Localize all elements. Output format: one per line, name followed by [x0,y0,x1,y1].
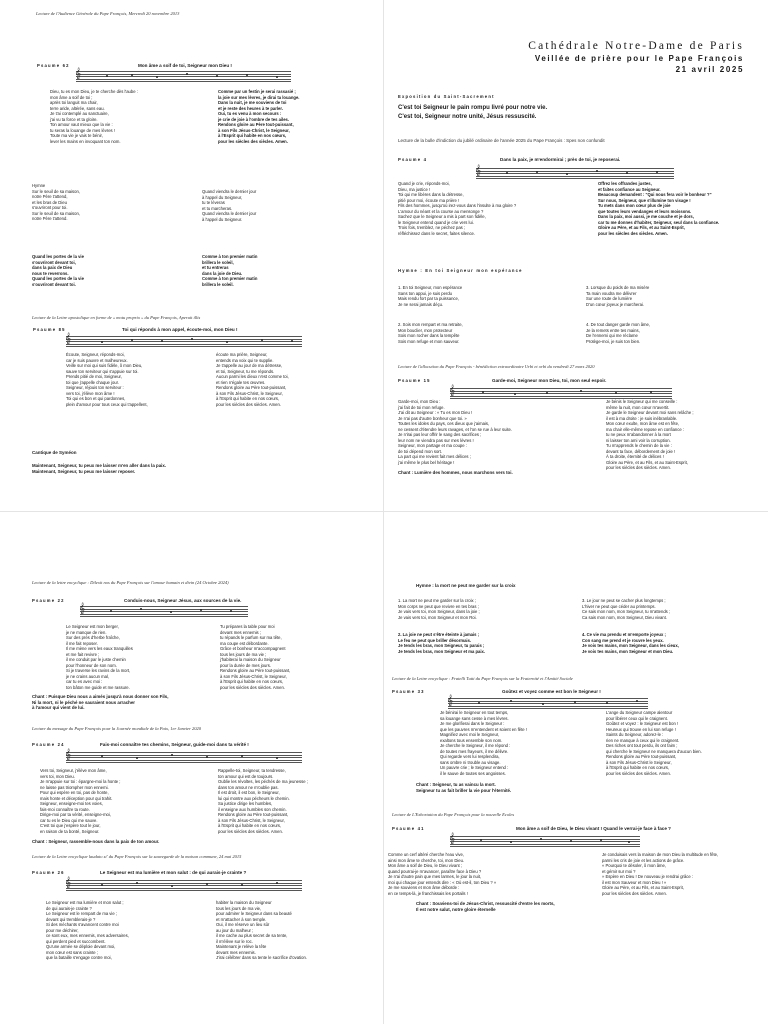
music-stave [475,165,674,178]
psalm-verses-right: Rappelle-toi, Seigneur, ta tendresse, ton amour qui est de toujours. Oublie les révoltes, les péchés de ma jeunesse ; dans ton amour ne m'oublie pas. Il est droit, il est bon, le Seigneur, lui qui montre aux pécheurs le chemin. Sa justice dirige les humbles, il enseigne aux humbles son chemin. Rendons gloire au Père tout-puissant, à son Fils Jésus-Christ, le Seigneur, à l'Esprit qui habite en nos cœurs, pour les siècles des siècles. Amen. [218,768,308,834]
chant-text: Chant : Seigneur, tu as vaincu la mort. Seigneur tu as fait briller la vie pour l'éternité. [416,782,512,793]
quadrant-top-right [384,0,768,512]
antiphon: Garde-moi, Seigneur mon Dieu, toi, mon seul espoir. [492,378,607,383]
reading-reference: Lecture de la Lettre encyclique : Fratelli Tutti du Pape François sur la Fraternité et l'Amitié Sociale [392,676,573,681]
music-stave [449,385,672,398]
psalm-label: Psaume 26 [32,870,65,875]
clef-icon: 𝄞 [75,68,81,79]
psalm-verses-right: Tu prépares la table pour moi devant mes ennemis ; tu répands le parfum sur ma tête, ma coupe est débordante. Grâce et bonheur m'accompagnent tous les jours de ma vie ; j'habiterai la maison du Seigneur pour la durée de mes jours. Rendons gloire au Père tout-puissant, à son Fils Jésus-Christ, le Seigneur, à l'Esprit qui habite en nos cœurs, pour les siècles des siècles. Amen. [220,624,291,690]
psalm-verses-left: Quand je crie, réponds-moi, Dieu, ma justice ! Toi qui me libères dans la détresse, pitié pour moi, écoute ma prière ! Fils des hommes, jusqu'où irez-vous dans l'insulte à ma gloire ? L'amour du néant et la course au mensonge ? Sachez que le Seigneur a mis à part son fidèle, le Seigneur entend quand je crie vers lui. Trois fois, tremblez, ne péchez pas ; réfléchissez dans le secret, faites silence. [398,181,517,236]
hymn-stanza-1: 1. En toi Seigneur, mon espérance Sans ton appui, je suis perdu Mais rendu fort par ta puissance, Je ne serai jamais déçu. [398,285,463,307]
hymn-left: Hymne Sur le seuil de sa maison, notre Père t'attend, et les bras de Dieu s'ouvriront pour toi. Sur le seuil de sa maison, notre Père t'attend. [32,183,80,221]
exposition-text: C'est toi Seigneur le pain rompu livré pour notre vie. C'est toi, Seigneur notre unité, Jésus ressuscité. [398,105,548,120]
reading-reference: Lecture de l'allocution du Pape François - bénédiction extraordinaire Urbi et orbi du vendredi 27 mars 2020 [398,364,595,369]
reading-reference: Lecture de la lettre encyclique : Dilexit nos du Pape François sur l'amour humain et divin (24 Octobre 2024) [32,580,229,585]
psalm-verses-right: Comme par un festin je serai rassasié ; la joie sur mes lèvres, je dirai ta louange. Dans la nuit, je me souviens de toi et je reste des heures à te parler. Oui, tu es venu à mon secours : je crie de joie à l'ombre de tes ailes. Rendons gloire au Père tout-puissant, à son Fils Jésus-Christ, le Seigneur, à l'Esprit qui habite en nos cœurs, pour les siècles des siècles. Amen. [218,89,300,144]
psalm-verses-left: Comme un cerf altéré cherche l'eau vive, ainsi mon âme te cherche, toi, mon Dieu. Mon âme a soif de Dieu, le Dieu vivant ; quand pourrai-je m'avancer, paraître face à Dieu ? Je n'ai d'autre pain que mes larmes, le jour la nuit, moi qui chaque jour entends dire : « Où est-il, ton Dieu ? » Je me souviens et mon âme déborde : en ce temps-là, je franchissais les portails ! [388,852,497,896]
reading-reference: Lecture de la Lettre apostolique en forme de « motu proprio » du Pape François, Aperuit illis [32,315,201,320]
reading-reference: Lecture de L'Exhortation du Pape François pour la nouvelle Ecoles [392,812,515,817]
psalm-label: Psaume 33 [392,689,425,694]
clef-icon: 𝄞 [79,603,85,614]
quadrant-bottom-left [0,512,384,1024]
hymn-right-2: Comme à ton premier matin brillera le soleil, et tu entreras dans la joie de Dieu. Comme à ton premier matin brillera le soleil. [202,254,258,287]
reading-reference: Lecture de la Lettre encyclique laudato si' du Pape François sur la sauvegarde de la maison commune, 24 mai 2015 [32,854,242,859]
antiphon: Mon âme a soif de Dieu, le Dieu vivant ! Quand le verrai-je face à face ? [516,826,671,831]
music-stave [449,833,640,846]
antiphon: Le Seigneur est ma lumière et mon salut : de qui aurais-je crainte ? [100,870,247,875]
section-heading: Cantique de Syméon [32,450,77,455]
clef-icon: 𝄞 [449,385,455,396]
psalm-verses-left: Écoute, Seigneur, réponds-moi, car je suis pauvre et malheureux. Veille sur moi qui suis fidèle, ô mon Dieu, sauve ton serviteur qui s'appuie sur toi. Prends pitié de moi, Seigneur, toi que j'appelle chaque jour. Seigneur, réjouis ton serviteur : vers toi, j'élève mon âme ! Toi qui es bon et qui pardonnes, plein d'amour pour tous ceux qui t'appellent, [66,352,148,407]
psalm-label: Psaume 85 [33,327,66,332]
psalm-verses-left: Je bénirai le Seigneur en tout temps, sa louange sans cesse à mes lèvres. Je me glorifierai dans le Seigneur : que les pauvres m'entendent et soient en fête ! Magnifiez avec moi le Seigneur, exaltons tous ensemble son nom. Je cherche le Seigneur, il me répond : de toutes mes frayeurs, il me délivre. Qui regarde vers lui resplendira, sans ombre ni trouble au visage. Un pauvre crie ; le Seigneur entend : il le sauve de toutes ses angoisses. [440,710,527,776]
clef-icon: 𝄞 [447,695,453,706]
psalm-verses-left: Le Seigneur est mon berger, je ne manque de rien. Sur des prés d'herbe fraîche, il me fait reposer. Il me mène vers les eaux tranquilles et me fait revivre ; il me conduit par le juste chemin pour l'honneur de son nom. Si je traverse les ravins de la mort, je ne crains aucun mal, car tu es avec moi : ton bâton me guide et me rassure. [66,624,133,690]
psalm-label: Psaume 41 [392,826,425,831]
canticle-text: Maintenant, Seigneur, tu peux me laisser m'en aller dans la paix. Maintenant, Seigneur, tu peux me laisser reposer. [32,463,167,474]
hymn-stanza-4: 4. De tout danger garde mon âme, Je la remets entre tes mains, De l'ennemi qui me réclame Protège-moi, je suis ton bien. [586,322,651,344]
vigil-date: 21 avril 2025 [675,65,744,74]
music-stave [79,603,248,616]
antiphon: Fais-moi connaître tes chemins, Seigneur, guide-moi dans ta vérité ! [100,742,249,747]
psalm-verses-right: habiter la maison du Seigneur tous les jours de ma vie, pour admirer le Seigneur dans sa beauté et m'attacher à son temple. Oui, il me réserve un lieu sûr au jour du malheur ; il me cache au plus secret de sa tente, il m'élève sur le roc. Maintenant je relève la tête devant mes ennemis. J'irai célébrer dans sa tente le sacrifice d'ovation. [216,900,307,960]
music-stave [447,695,648,708]
hymn-stanza-2: 2. La joie ne peut s'être éteinte à jamais ; Le feu ne peut que briller désormais. Je tends les bras, mon Seigneur, tu parais ; Je tends les bras, mon Seigneur et ma paix. [398,632,486,654]
clef-icon: 𝄞 [65,749,71,760]
hymn-right: Quand viendra le dernier jour à l'appel du Seigneur, tu te lèveras et tu marcheras. Quand viendra le dernier jour à l'appel du Seigneur. [202,189,257,222]
psalm-label: Psaume 22 [32,598,65,603]
cathedral-title: Cathédrale Notre-Dame de Paris [528,40,744,52]
section-heading: Hymne : la mort ne peut me garder sur la croix [416,583,516,588]
psalm-verses-right: Offrez les offrandes justes, et faites confiance au Seigneur. Beaucoup demandent : "Qui nous fera voir le bonheur ?" Sur nous, Seigneur, que s'illumine ton visage ! Tu mets dans mon cœur plus de joie que toutes leurs vendanges et leurs moissons. Dans la paix, moi aussi, je me couche et je dors, car tu me donnes d'habiter, Seigneur, seul dans la confiance. Gloire au Père, et au Fils, et au Saint-Esprit, pour les siècles des siècles. Amen. [598,181,720,236]
clef-icon: 𝄞 [65,333,71,344]
psalm-label: Psaume 4 [398,157,428,162]
hymn-stanza-3: 3. Le jour ne peut se cacher plus longtemps ; L'hiver ne peut que céder au printemps. Ce sais mon nom, mon Seigneur, tu m'attends ; Ca sais mon nom, mon Seigneur, Dieu vivant. [582,598,671,620]
quadrant-top-left [0,0,384,512]
psalm-verses-right: Je conduisais vers la maison de mon Dieu la multitude en fête, parmi les cris de joie et les actions de grâce. « Pourquoi te désoler, ô mon âme, et gémir sur moi ? » Espère en Dieu ! De nouveau je rendrai grâce : il est mon Sauveur et mon Dieu ! » Gloire au Père, et au Fils, et au Saint-Esprit, pour les siècles des siècles. Amen. [602,852,719,896]
clef-icon: 𝄞 [449,833,455,844]
quadrant-bottom-right [384,512,768,1024]
vigil-subtitle: Veillée de prière pour le Pape François [534,54,744,63]
psalm-verses-right: Je bénis le Seigneur qui me conseille : même la nuit, mon cœur m'avertit. Je garde le Seigneur devant moi sans relâche ; il est à ma droite : je suis inébranlable. Mon cœur exulte, mon âme est en fête, ma chair elle-même repose en confiance : tu ne peux m'abandonner à la mort ni laisser ton ami voir la corruption. Tu m'apprends le chemin de la vie : devant ta face, débordement de joie ! À ta droite, éternité de délices ! Gloire au Père, et au Fils, et au Saint-Esprit, pour les siècles des siècles. Amen. [606,399,694,470]
psalm-label: Psaume 24 [32,742,65,747]
hymn-stanza-2: 2. Sois mon rempart et ma retraite, Mon bouclier, mon protecteur Sois mon rocher dans la tempête Sois mon refuge et mon sauveur. [398,322,463,344]
antiphon: Toi qui réponds à mon appel, écoute-moi, mon Dieu ! [122,327,238,332]
music-stave [65,333,302,346]
chant-text: Chant : Souviens-toi de Jésus-Christ, ressuscité d'entre les morts, Il est notre salut, notre gloire éternelle [416,901,555,912]
psalm-label: Psaume 15 [398,378,431,383]
antiphon: Goûtez et voyez comme est bon le Seigneur ! [502,689,601,694]
hymn-stanza-3: 3. Lorsque du poids de ma misère Ta main voudra me délivrer Sur une route de lumière D'un cœur joyeux je marcherai. [586,285,650,307]
psalm-verses-left: Vers toi, Seigneur, j'élève mon âme, vers toi, mon Dieu. Je m'appuie sur toi : épargne-moi la honte ; ne laisse pas triompher mon ennemi. Pour qui espère en toi, pas de honte, mais honte et déception pour qui trahit. Seigneur, enseigne-moi tes voies, fais-moi connaître ta route. Dirige-moi par ta vérité, enseigne-moi, car tu es le Dieu qui me sauve. C'est toi que j'espère tout le jour, en raison de ta bonté, Seigneur. [40,768,121,834]
psalm-verses-left: Dieu, tu es mon Dieu, je te cherche dès l'aube : mon âme a soif de toi ; après toi languit ma chair, terre aride, altérée, sans eau. Je t'ai contemplé au sanctuaire, j'ai vu ta force et ta gloire. Ton amour vaut mieux que la vie : tu seras la louange de mes lèvres ! Toute ma vie je vais te bénir, lever les mains en invoquant ton nom. [50,89,138,144]
clef-icon: 𝄞 [65,877,71,888]
music-stave [75,68,291,81]
reading-reference: Lecture du message du Pape François pour la Journée mondiale de la Paix, 1er Janvier 2020 [32,726,202,731]
antiphon: Conduis-nous, Seigneur Jésus, aux sources de la vie. [124,598,242,603]
section-label: Hymne : En toi Seigneur mon espérance [398,268,523,273]
antiphon: Mon âme a soif de toi, Seigneur mon Dieu ! [138,63,232,68]
hymn-left-2: Quand les portes de la vie s'ouvriront devant toi, dans la paix de Dieu nous te reverrons. Quand les portes de la vie s'ouvriront devant toi. [32,254,84,287]
psalm-verses-right: L'ange du Seigneur campe alentour pour libérer ceux qui le craignent. Goûtez et voyez : le Seigneur est bon ! Heureux qui trouve en lui son refuge ! Saints du Seigneur, adorez-le : rien ne manque à ceux qui le craignent. Des riches ont tout perdu, ils ont faim ; qui cherche le Seigneur ne manquera d'aucun bien. Rendons gloire au Père tout-puissant, à son Fils Jésus-Christ le Seigneur, à l'Esprit qui habite en nos cœurs, pour les siècles des siècles. Amen. [606,710,702,776]
reading-reference: Lecture de la bulle d'indiction du jubilé ordinaire de l'année 2025 du Pape François : Spes non confundit [398,138,605,143]
clef-icon: 𝄞 [475,165,481,176]
psalm-label: Psaume 62 [37,63,70,68]
chant-text: Chant : Lumière des hommes, nous marchons vers toi. [398,470,513,475]
hymn-stanza-1: 1. La mort ne peut me garder sur la croix ; Mon corps ne peut que revivre en tes bras ; Je vais vers toi, mon Seigneur, dans la joie ; Je vais vers toi, mon Seigneur et mon Roi. [398,598,480,620]
reading-reference: Lecture de l'Audience Générale du Pape François, Mercredi 20 novembre 2013 [36,11,180,16]
music-stave [65,877,302,890]
chant-text: Chant : Seigneur, rassemble-nous dans la paix de ton amour. [32,839,160,844]
music-stave [65,749,302,762]
section-label: Exposition du Saint-Sacrement [398,94,495,99]
chant-text: Chant : Puisque Dieu nous a aimés jusqu'à nous donner son Fils, Ni la mort, ni le péché ne sauraient nous arracher à l'amour qui vient de lui. [32,694,169,711]
psalm-verses-left: Garde-moi, mon Dieu : j'ai fait de toi mon refuge. J'ai dit au Seigneur : « Tu es mon Dieu ! Je n'ai pas d'autre bonheur que toi. » Toutes les idoles du pays, ces dieux que j'aimais, ne cessent d'étendre leurs ravages, et l'on se rue à leur suite. Je n'irai pas leur offrir le sang des sacrifices ; leur nom ne viendra pas sur mes lèvres ! Seigneur, mon partage et ma coupe : de toi dépend mon sort. La part qui me revient fait mes délices ; j'ai même le plus bel héritage ! [398,399,513,465]
psalm-verses-left: Le Seigneur est ma lumière et mon salut ; de qui aurais-je crainte ? Le Seigneur est le rempart de ma vie ; devant qui tremblerais-je ? Si des méchants s'avancent contre moi pour me déchirer, ce sont eux, mes ennemis, mes adversaires, qui perdent pied et succombent. Qu'une armée se déploie devant moi, mon cœur est sans crainte ; que la bataille s'engage contre moi, [46,900,129,960]
antiphon: Dans la paix, je m'endormirai ; près de toi, je reposerai. [500,157,621,162]
hymn-stanza-4: 4. Ce vie ma prendu et m'emporte joyeux ; Con sang me prend et je rouvre les yeux. Je vois tes mains, mon Seigneur, dans les cieux, Je vois tes mains, mon Seigneur et mon Dieu. [582,632,679,654]
psalm-verses-right: écoute ma prière, Seigneur, entends ma voix qui te supplie. Je t'appelle au jour de ma détresse, et toi, Seigneur, tu me réponds. Aucun parmi les dieux n'est comme toi, et rien n'égale tes œuvres. Rendons gloire au Père tout-puissant, à son Fils Jésus-Christ, le Seigneur, à l'Esprit qui habite en nos cœurs, pour les siècles des siècles. Amen. [216,352,289,407]
